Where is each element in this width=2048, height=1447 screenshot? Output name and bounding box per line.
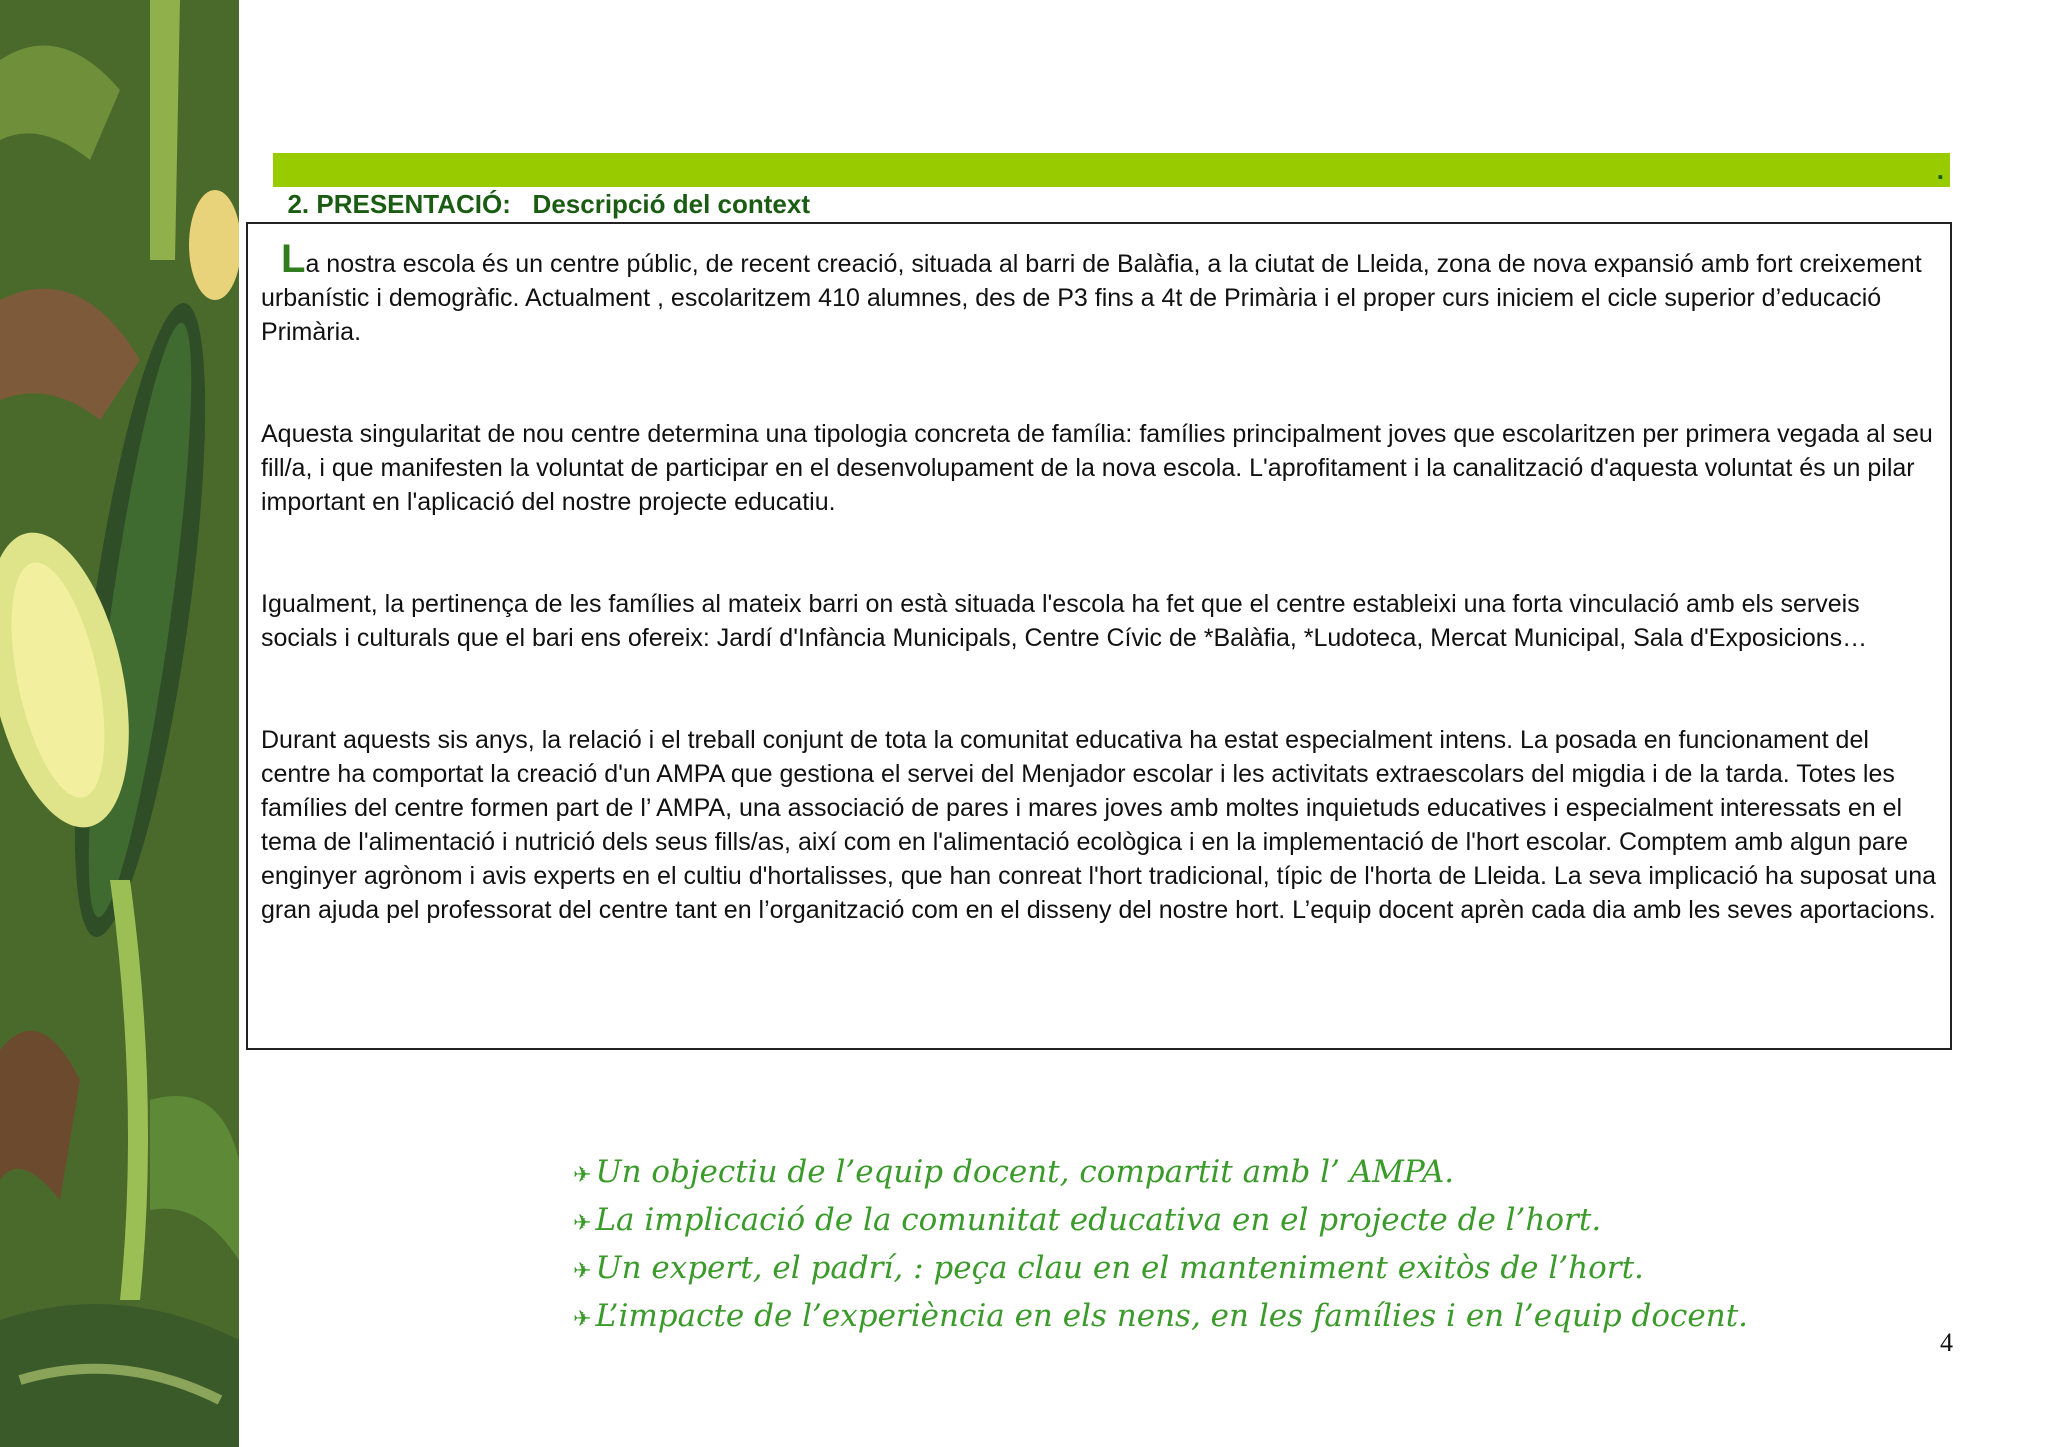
section-heading [273,153,1950,219]
zucchini-illustration [0,0,239,1447]
highlight-item [573,1246,1673,1294]
highlights-list [573,1150,1749,1342]
section-heading-text: 2. PRESENTACIÓ: Descripció del context [287,189,810,219]
paragraph-3: Igualment, la pertinença de les famílies al mateix barri on està situada l'escola ha fet que el centre estableixi una forta vinculació amb els serveis socials i culturals que el bari ens ofereix: Jardí d'Infància Municipals, Centre Cívic de *Balàfia, *Ludoteca, Mercat Municipal, Sala d'Exposicions… [261,590,1868,652]
paragraph-2: Aquesta singularitat de nou centre determina una tipologia concreta de família: famílies principalment joves que escolaritzen per primera vegada al seu fill/a, i que manifesten la voluntat de participar en el desenvolupament de la nova escola. L'aprofitament i la canalització d'aquesta voluntat és un pilar important en l'aplicació del nostre projecte educatiu. [261,420,1933,516]
paragraph-4: Durant aquests sis anys, la relació i el treball conjunt de tota la comunitat educativa ha estat especialment intens. La posada en funcionament del centre ha comportat la creació d'un AMPA que gestiona el servei del Menjador escolar i les activitats extraescolars del migdia i de la tarda. Totes les famílies del centre formen part de l’ AMPA, una associació de pares i mares joves amb moltes inquietuds educatives i especialment interessats en el tema de l'alimentació i nutrició dels seus fills/as, així com en l'alimentació ecològica i en la implementació de l'hort escolar. Comptem amb algun pare enginyer agrònom i avis experts en el cultiu d'hortalisses, que han conreat l'hort tradicional, típic de l'horta de Lleida. La seva implicació ha suposat una gran ajuda pel professorat del centre tant en l’organització com en el disseny del nostre hort. L’equip docent aprèn cada dia amb les seves aportacions. [261,726,1937,924]
page-number: 4 [1940,1328,1953,1357]
highlight-text: Un objectiu de l’equip docent, compartit amb l’ AMPA. [595,1154,1455,1190]
airplane-bullet-icon: ✈ [573,1211,592,1236]
highlight-item [573,1150,1673,1198]
highlight-text: Un expert, el padrí, : peça clau en el manteniment exitòs de l’hort. [595,1250,1644,1286]
highlight-item [573,1198,1673,1246]
drop-cap: L [281,237,306,281]
airplane-bullet-icon: ✈ [573,1307,592,1332]
airplane-bullet-icon: ✈ [573,1259,592,1284]
paragraph-1-text: a nostra escola és un centre públic, de recent creació, situada al barri de Balàfia, a la ciutat de Lleida, zona de nova expansió amb fort creixement urbanístic i demogràfic. Actualment , escolaritzem 410 alumnes, des de P3 fins a 4t de Primària i el proper curs iniciem el cicle superior d’educació Primària. [261,250,1922,346]
highlight-text: La implicació de la comunitat educativa en el projecte de l’hort. [595,1202,1602,1238]
highlight-item [573,1294,1749,1342]
paragraph-1 [261,237,1938,349]
airplane-bullet-icon: ✈ [573,1163,592,1188]
context-description-box [246,222,1952,1050]
section-heading-trailing: . [1936,155,1944,185]
zucchini-plant-photo [0,0,239,1447]
highlight-text: L’impacte de l’experiència en els nens, en les famílies i en l’equip docent. [595,1298,1749,1334]
